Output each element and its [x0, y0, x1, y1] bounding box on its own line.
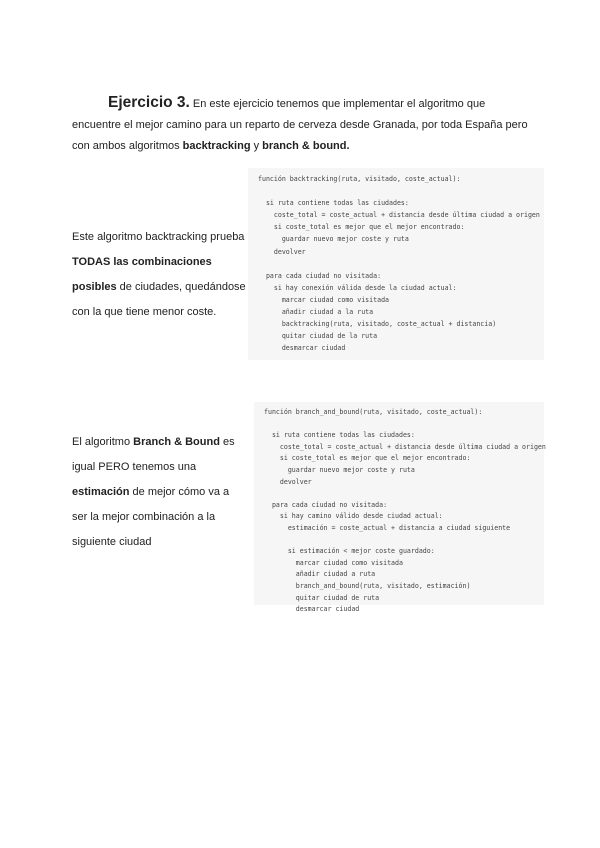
code-line: si coste_total es mejor que el mejor encontrado: [264, 454, 471, 463]
backtracking-desc-part1: Este algoritmo backtracking prueba [72, 231, 245, 243]
intro-paragraph [72, 92, 532, 157]
code-line [264, 419, 534, 431]
code-line: desmarcar ciudad [264, 605, 360, 614]
bb-desc-bold1: Branch & Bound [133, 436, 220, 448]
code-line: función backtracking(ruta, visitado, coste_actual): [258, 175, 461, 183]
code-line: guardar nuevo mejor coste y ruta [264, 465, 415, 474]
intro-connector: y [250, 140, 263, 152]
code-line: backtracking(ruta, visitado, coste_actual + distancia) [258, 320, 497, 329]
code-line [258, 185, 534, 197]
code-line: guardar nuevo mejor coste y ruta [258, 235, 409, 244]
code-line: si hay camino válido desde ciudad actual: [264, 512, 443, 521]
code-line: desmarcar ciudad [258, 344, 346, 353]
code-line [258, 258, 534, 270]
bb-desc-bold2: estimación [72, 486, 130, 498]
branch-bound-term: branch & bound. [262, 140, 350, 152]
code-line [264, 535, 534, 547]
code-line: devolver [258, 247, 306, 256]
bb-desc-part2: es igual PERO tenemos una [72, 436, 235, 473]
backtracking-description [72, 225, 247, 325]
code-line: quitar ciudad de ruta [264, 593, 380, 602]
code-line: función branch_and_bound(ruta, visitado, coste_actual): [264, 408, 483, 416]
branch-bound-description [72, 430, 247, 555]
code-line: marcar ciudad como visitada [264, 558, 403, 567]
backtracking-code-block [248, 168, 544, 360]
intro-text: En este ejercicio tenemos que implementar el algoritmo que encuentre el mejor camino para un reparto de cerveza desde Granada, por toda España pero con ambos algoritmos [72, 98, 528, 152]
code-line: añadir ciudad a ruta [264, 570, 376, 579]
code-line: marcar ciudad como visitada [258, 295, 390, 304]
code-line: estimación = coste_actual + distancia a ciudad siguiente [264, 523, 511, 532]
branch-bound-code-block [254, 402, 546, 614]
backtracking-desc-bold: TODAS las combinaciones posibles [72, 256, 212, 293]
code-line: si ruta contiene todas las ciudades: [264, 431, 415, 440]
code-line: para cada ciudad no visitada: [258, 271, 382, 280]
code-line: quitar ciudad de la ruta [258, 332, 378, 341]
backtracking-term: backtracking [182, 140, 251, 152]
code-line: si coste_total es mejor que el mejor encontrado: [258, 223, 465, 232]
code-line: si estimación < mejor coste guardado: [264, 547, 435, 556]
code-line: devolver [264, 477, 312, 486]
code-line: branch_and_bound(ruta, visitado, estimación) [264, 581, 471, 590]
backtracking-desc-part2: de ciudades, quedándose con la que tiene menor coste. [72, 281, 246, 318]
code-line: coste_total = coste_actual + distancia desde última ciudad a origen [264, 442, 546, 451]
code-line: si hay conexión válida desde la ciudad actual: [258, 283, 457, 292]
code-line: para cada ciudad no visitada: [264, 500, 388, 509]
code-line: añadir ciudad a la ruta [258, 308, 374, 317]
code-line: si ruta contiene todas las ciudades: [258, 199, 409, 208]
bb-desc-part1: El algoritmo [72, 436, 134, 448]
bb-desc-part3: de mejor cómo va a ser la mejor combinación a la siguiente ciudad [72, 486, 230, 548]
code-line: coste_total = coste_actual + distancia desde última ciudad a origen [258, 211, 540, 220]
code-line [264, 488, 534, 500]
exercise-heading: Ejercicio 3. [108, 94, 190, 111]
